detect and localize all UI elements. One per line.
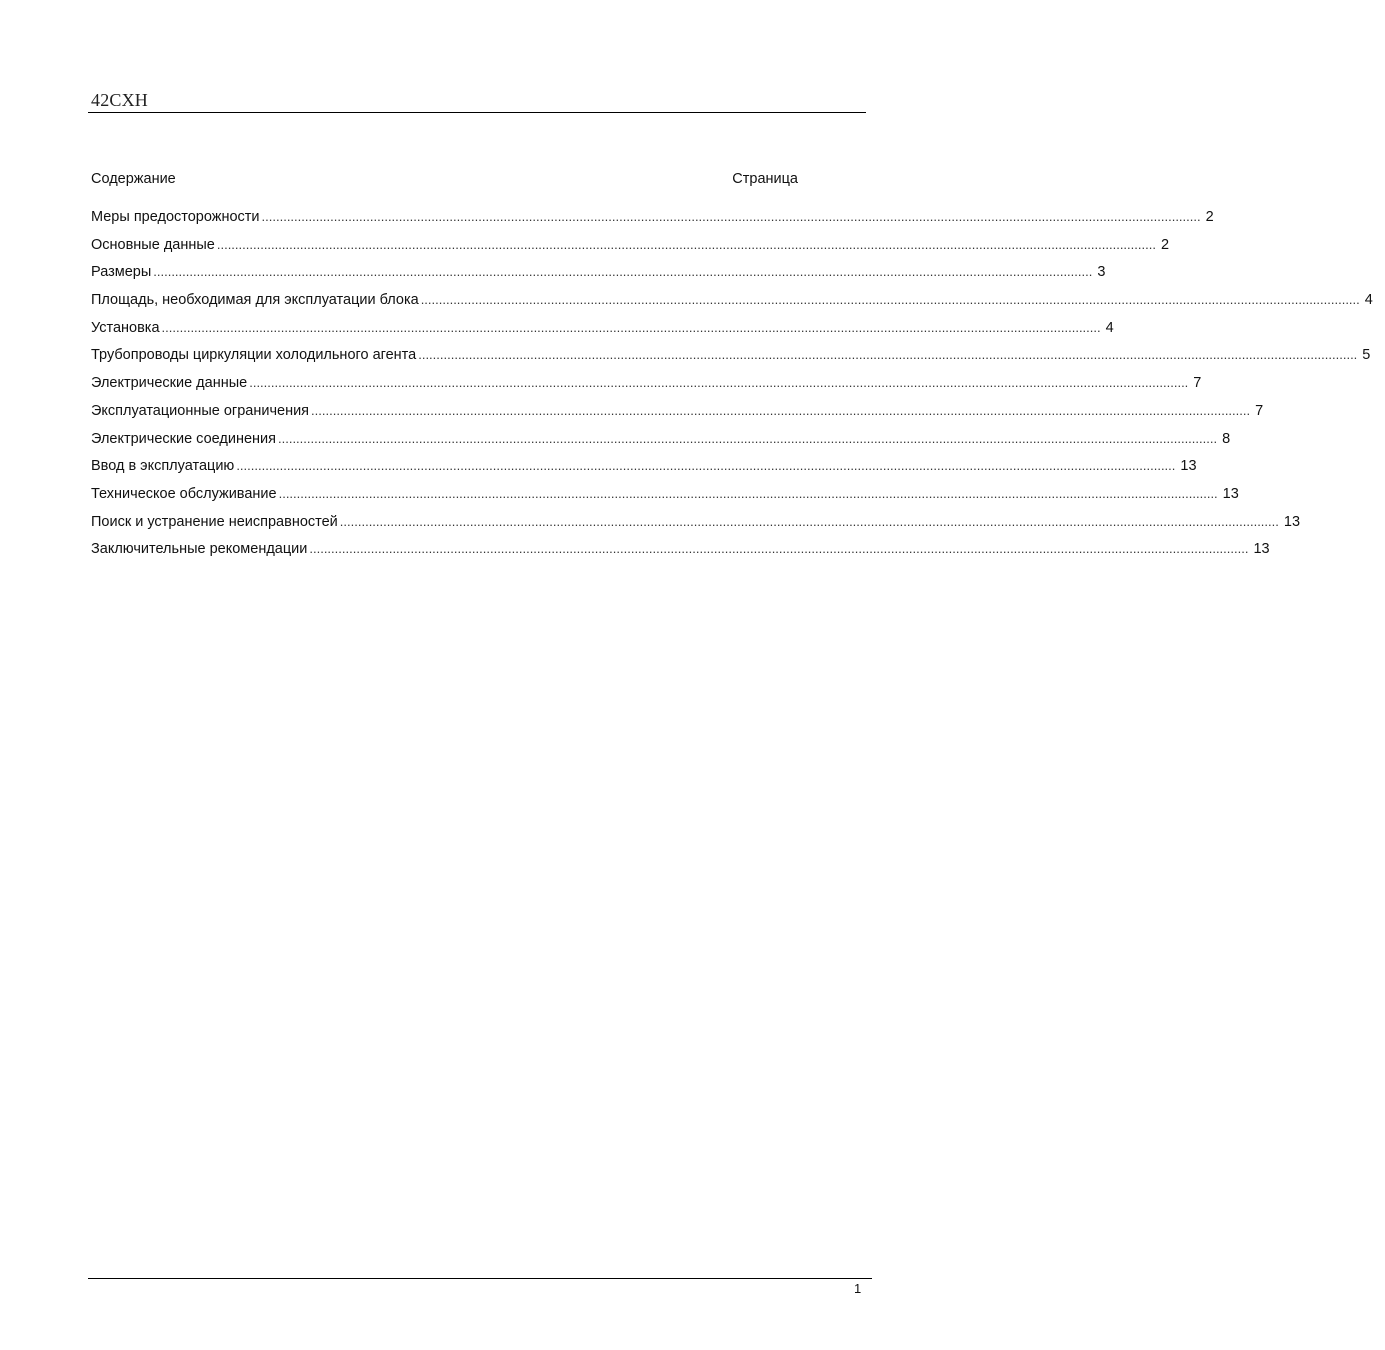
toc-entry-title: Основные данные	[91, 236, 215, 253]
footer-page-number: 1	[854, 1281, 862, 1296]
toc-entry-page: 7	[1255, 402, 1264, 419]
toc-entry-page: 5	[1362, 347, 1371, 364]
toc-entry-page: 3	[1097, 264, 1106, 281]
toc-leader-dots: ....................................................................................................................................................................................................................................................................	[311, 402, 1251, 418]
toc-entry-title: Меры предосторожности	[91, 209, 260, 225]
toc-leader-dots: ....................................................................................................................................................................................................................................................................	[278, 430, 1218, 446]
toc-heading-page: Страница	[732, 171, 798, 187]
toc-leader-dots: ....................................................................................................................................................................................................................................................................	[216, 236, 1156, 252]
toc-leader-dots: ....................................................................................................................................................................................................................................................................	[261, 209, 1201, 224]
toc-leader-dots: ....................................................................................................................................................................................................................................................................	[236, 458, 1176, 474]
toc-entry-title: Эксплуатационные ограничения	[91, 402, 310, 419]
toc-entry[interactable]	[91, 374, 1202, 402]
toc-entry-page: 2	[1205, 209, 1214, 225]
toc-leader-dots: ....................................................................................................................................................................................................................................................................	[420, 292, 1360, 308]
toc-entry-page: 2	[1160, 236, 1170, 253]
toc-entry-title: Ввод в эксплуатацию	[91, 458, 235, 475]
toc-entry-page: 13	[1222, 485, 1239, 502]
toc-entry-page: 13	[1180, 458, 1197, 475]
toc-leader-dots: ....................................................................................................................................................................................................................................................................	[161, 319, 1101, 335]
toc-entry-page: 7	[1193, 375, 1202, 392]
toc-entry[interactable]	[91, 402, 1264, 430]
toc-entry[interactable]	[91, 513, 1301, 541]
toc-entry-page: 13	[1283, 513, 1301, 530]
toc-leader-dots: ....................................................................................................................................................................................................................................................................	[153, 264, 1093, 280]
toc-entry-title: Заключительные рекомендации	[91, 541, 308, 558]
toc-entry[interactable]	[91, 319, 1114, 347]
toc-list	[91, 208, 1373, 568]
toc-entry[interactable]	[91, 291, 1373, 319]
document-header-title: 42CXH	[91, 90, 149, 110]
toc-entry-page: 13	[1253, 541, 1270, 558]
toc-entry-title: Поиск и устранение неисправностей	[91, 513, 338, 530]
toc-entry[interactable]	[91, 540, 1270, 568]
toc-entry-title: Размеры	[91, 264, 152, 281]
toc-entry-page: 4	[1105, 319, 1114, 336]
toc-entry[interactable]	[91, 236, 1170, 264]
toc-entry-title: Электрические данные	[91, 375, 248, 392]
toc-heading-row	[91, 171, 798, 187]
toc-entry[interactable]	[91, 263, 1106, 291]
toc-entry[interactable]	[91, 346, 1371, 374]
toc-entry[interactable]	[91, 430, 1231, 458]
toc-entry-page: 8	[1222, 430, 1231, 447]
toc-leader-dots: ....................................................................................................................................................................................................................................................................	[339, 513, 1279, 529]
toc-leader-dots: ....................................................................................................................................................................................................................................................................	[309, 541, 1249, 557]
header-divider	[88, 112, 866, 113]
toc-entry-title: Техническое обслуживание	[91, 485, 277, 502]
footer-divider	[88, 1278, 872, 1279]
toc-entry[interactable]	[91, 457, 1197, 485]
toc-entry-title: Трубопроводы циркуляции холодильного агента	[91, 347, 417, 364]
toc-entry-title: Электрические соединения	[91, 430, 276, 447]
toc-heading-contents: Содержание	[91, 171, 176, 187]
toc-entry-page: 4	[1364, 292, 1373, 309]
toc-leader-dots: ....................................................................................................................................................................................................................................................................	[249, 375, 1189, 391]
toc-entry-title: Площадь, необходимая для эксплуатации блока	[91, 292, 419, 309]
toc-leader-dots: ....................................................................................................................................................................................................................................................................	[278, 485, 1218, 501]
toc-entry-title: Установка	[91, 319, 160, 336]
toc-leader-dots: ....................................................................................................................................................................................................................................................................	[418, 347, 1358, 363]
toc-entry[interactable]	[91, 208, 1214, 236]
toc-entry[interactable]	[91, 485, 1239, 513]
